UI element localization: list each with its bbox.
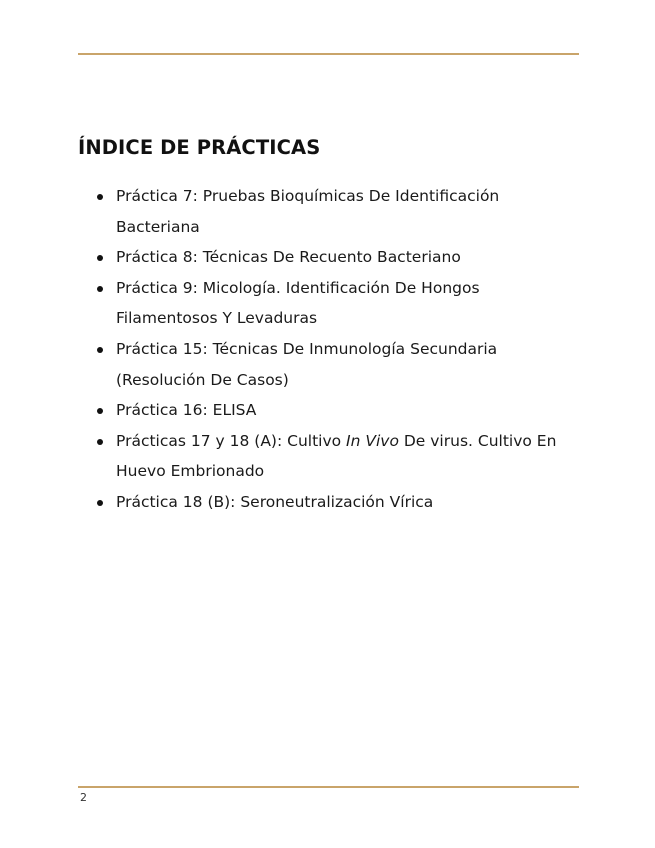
list-item-text: Práctica 9: Micología. Identificación De Hongos Filamentosos Y Levaduras — [116, 278, 480, 328]
bullet-icon — [97, 347, 103, 353]
list-item-text-italic: In Vivo — [346, 431, 399, 450]
list-item — [78, 273, 578, 334]
list-item — [78, 334, 578, 395]
page-number: 2 — [80, 791, 87, 804]
list-item-text: Práctica 16: ELISA — [116, 401, 257, 420]
bullet-icon — [97, 194, 103, 200]
list-item — [78, 426, 578, 487]
bullet-icon — [97, 500, 103, 506]
list-item-text-end: De virus. Cultivo En Huevo Embrionado — [116, 431, 557, 481]
list-item-text: Práctica 18 (B): Seroneutralización Vírica — [116, 492, 434, 511]
bullet-icon — [97, 255, 103, 261]
list-item-text: Práctica 7: Pruebas Bioquímicas De Identificación Bacteriana — [116, 187, 500, 236]
bullet-icon — [97, 286, 103, 292]
list-item — [78, 395, 578, 426]
list-item-text-start: Prácticas 17 y 18 (A): Cultivo — [116, 431, 347, 450]
list-item — [78, 487, 578, 518]
footer-rule — [78, 786, 579, 788]
list-item — [78, 181, 578, 242]
practice-index-list — [78, 181, 578, 518]
bullet-icon — [97, 439, 103, 445]
list-item-text: Práctica 8: Técnicas De Recuento Bacteriano — [116, 248, 461, 267]
list-item-text: Práctica 15: Técnicas De Inmunología Secundaria (Resolución De Casos) — [116, 339, 498, 389]
header-rule — [78, 53, 579, 55]
list-item — [78, 242, 578, 273]
page-title: ÍNDICE DE PRÁCTICAS — [78, 136, 321, 159]
bullet-icon — [97, 408, 103, 414]
